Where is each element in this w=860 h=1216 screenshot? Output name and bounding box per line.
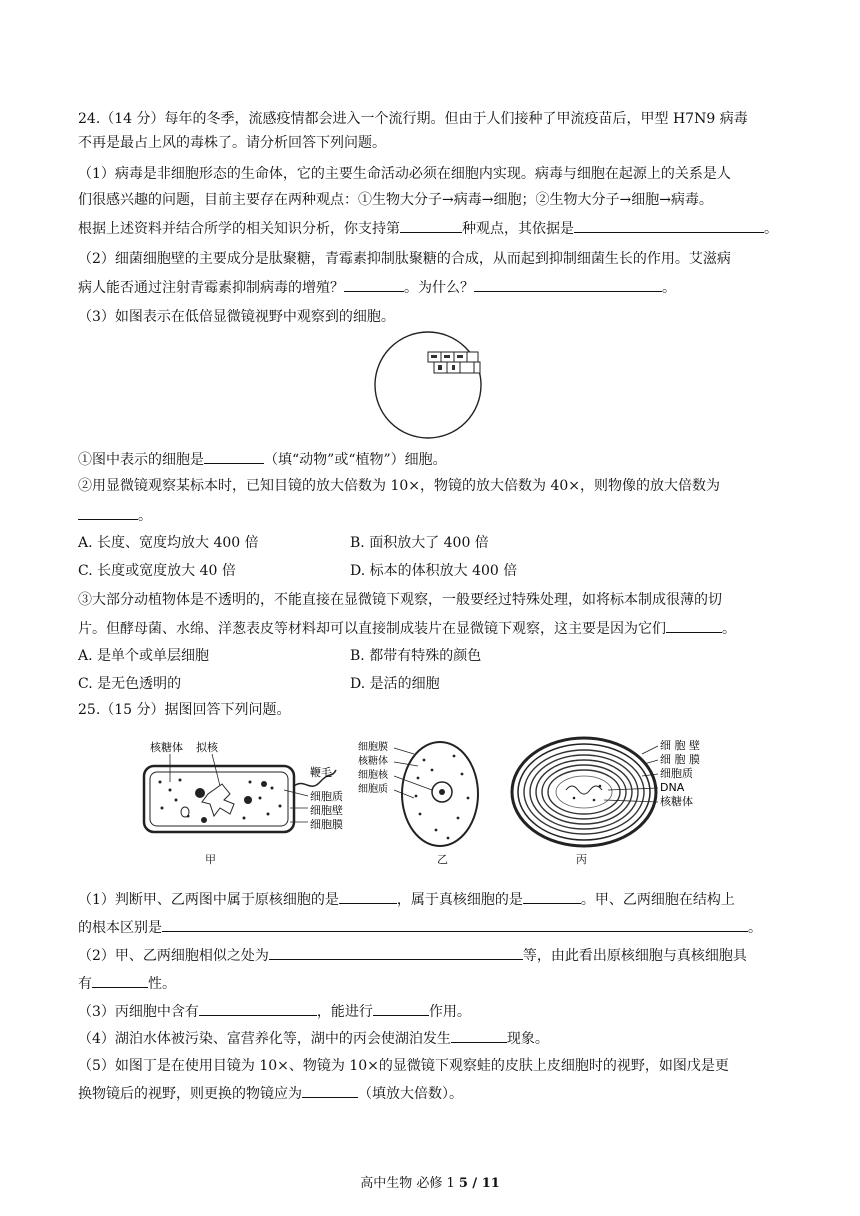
q24-s1 [78,449,447,470]
q24-s3-option-c[interactable]: C. 是无色透明的 [78,676,182,692]
cell [460,362,474,373]
q24-option-d[interactable]: D. 标本的体积放大 400 倍 [350,563,518,579]
answer-blank[interactable] [199,1001,317,1016]
granule [201,817,207,823]
q24-s3-line2 [78,618,736,639]
answer-blank[interactable] [666,618,722,633]
answer-blank[interactable] [523,889,581,904]
label-cytoplasm: 细胞质 [660,767,693,780]
answer-blank[interactable] [78,505,138,520]
cell [467,352,478,362]
label-ribosome: 核糖体 [358,756,388,767]
answer-blank[interactable] [204,449,264,464]
text: 等，由此看出原核细胞与真核细胞具 [522,948,747,964]
text: 。 [764,221,778,237]
answer-blank[interactable] [92,973,148,988]
q25-head: 25.（15 分）据图回答下列问题。 [78,702,291,718]
q25-p1-line1 [78,889,735,910]
q24-head: 24.（14 分）每年的冬季，流感疫情都会进入一个流行期。但由于人们接种了甲流疫苗后，甲型 H7N9 病毒 [78,111,748,127]
text: 。 [748,920,762,936]
label-cell-membrane: 细胞膜 [358,742,388,753]
label-ribosome: 核糖体 [150,741,183,754]
text: （填“动物”或“植物”）细胞。 [264,452,447,468]
q25-p2-line2 [78,973,176,994]
text: 有 [78,976,92,992]
figure-bing-cyanobacterium [508,734,718,850]
q24-s3-option-d[interactable]: D. 是活的细胞 [350,676,440,692]
q25-p4 [78,1028,549,1049]
q24-s3-option-b[interactable]: B. 都带有特殊的颜色 [350,648,482,664]
answer-blank[interactable] [162,917,748,932]
granule [181,807,189,817]
q25-p5-line2 [78,1083,463,1104]
answer-blank[interactable] [302,1083,358,1098]
cell-membrane [150,772,288,826]
q24-s2-line1: ②用显微镜观察某标本时，已知目镜的放大倍数为 10×，物镜的放大倍数为 40×，则物像的放大倍数为 [78,478,720,494]
text: 病人能否通过注射青霉素抑制病毒的增殖？ [78,280,344,296]
text: （4）湖泊水体被污染、富营养化等，湖中的丙会使湖泊发生 [78,1031,451,1047]
q24-s3-line1: ③大部分动植物体是不透明的，不能直接在显微镜下观察，一般要经过特殊处理，如将标本制成很薄的切 [78,592,722,608]
text: 种观点，其依据是 [462,221,574,237]
text: 的根本区别是 [78,920,162,936]
answer-blank[interactable] [373,1001,429,1016]
label-ribosome: 核糖体 [660,795,693,808]
label-dna: DNA [660,781,685,794]
text: （3）丙细胞中含有 [78,1004,199,1020]
text: 。 [662,280,676,296]
answer-blank[interactable] [344,277,404,292]
q24-s2-line2 [78,505,152,526]
microscope-field-figure [372,330,484,440]
text: 作用。 [428,1004,471,1020]
q24-p1-line2: 们很感兴趣的问题，目前主要存在两种观点：①生物大分子→病毒→细胞；②生物大分子→细胞→病毒。 [78,192,713,208]
text: 片。但酵母菌、水绵、洋葱表皮等材料却可以直接制成装片在显微镜下观察，这主要是因为它们 [78,621,666,637]
page-number: 5 / 11 [458,1176,500,1191]
caption-jia: 甲 [205,853,216,866]
text: ，能进行 [316,1004,373,1020]
q25-p5-line1: （5）如图丁是在使用目镜为 10×、物镜为 10×的显微镜下观察蛙的皮肤上皮细胞时的视野，如图戊是更 [78,1058,729,1074]
answer-blank[interactable] [269,945,523,960]
caption-yi: 乙 [437,853,448,866]
q25-p2-line1 [78,945,747,966]
nucleoid-region [556,776,612,808]
granule [244,796,252,804]
answer-blank[interactable] [400,218,462,233]
label-cell-membrane: 细 胞 膜 [660,753,700,766]
text: 。 [138,508,152,524]
label-cytoplasm: 细胞质 [310,790,343,803]
text: 。 [722,621,736,637]
granule [261,781,267,787]
text: （1）判断甲、乙两图中属于原核细胞的是 [78,892,339,908]
q24-s3-option-a[interactable]: A. 是单个或单层细胞 [78,648,210,664]
q25-p3 [78,1001,471,1022]
q24-p3: （3）如图表示在低倍显微镜视野中观察到的细胞。 [78,309,395,325]
caption-bing: 丙 [576,853,587,866]
answer-blank[interactable] [574,218,764,233]
text: ，属于真核细胞的是 [396,892,523,908]
text: 性。 [148,976,176,992]
q24-p1-line3 [78,218,778,239]
granule [195,788,205,798]
label-cell-wall: 细胞壁 [310,804,343,817]
field-circle [375,332,481,438]
text: 现象。 [506,1031,549,1047]
text: 。为什么？ [404,280,474,296]
label-flagellum: 鞭毛 [310,766,332,779]
answer-blank[interactable] [339,889,397,904]
q24-option-c[interactable]: C. 长度或宽度放大 40 倍 [78,563,236,579]
figure-jia-prokaryote [140,738,355,848]
label-nucleoid: 拟核 [196,741,218,754]
nucleolus [439,789,445,795]
text: 根据上述资料并结合所学的相关知识分析，你支持第 [78,221,400,237]
q24-option-b[interactable]: B. 面积放大了 400 倍 [350,535,489,551]
text: 换物镜后的视野，则更换的物镜应为 [78,1086,302,1102]
figure-yi-animal-cell [358,738,488,850]
label-cell-wall: 细 胞 壁 [660,739,700,752]
q25-p1-line2 [78,917,762,938]
page-footer [0,1172,860,1191]
q24-head-2: 不再是最占上风的毒株了。请分析回答下列问题。 [78,135,386,151]
text: 。甲、乙两细胞在结构上 [580,892,735,908]
text: （2）甲、乙两细胞相似之处为 [78,948,269,964]
answer-blank[interactable] [451,1028,507,1043]
q24-option-a[interactable]: A. 长度、宽度均放大 400 倍 [78,535,259,551]
label-cell-membrane: 细胞膜 [310,818,343,831]
text: ①图中表示的细胞是 [78,452,204,468]
q24-p1-line1: （1）病毒是非细胞形态的生命体，它的主要生命活动必须在细胞内实现。病毒与细胞在起源上的关系是人 [78,166,731,182]
q24-p2-line1: （2）细菌细胞壁的主要成分是肽聚糖，青霉素抑制肽聚糖的合成，从而起到抑制细菌生长的作用。艾滋病 [78,251,731,267]
label-cytoplasm: 细胞质 [358,784,388,795]
text: （填放大倍数）。 [358,1086,463,1102]
label-nucleus: 细胞核 [358,770,388,781]
q24-p2-line2 [78,277,676,298]
answer-blank[interactable] [474,277,662,292]
footer-course: 高中生物 必修 1 [360,1176,459,1191]
cell [474,362,480,373]
